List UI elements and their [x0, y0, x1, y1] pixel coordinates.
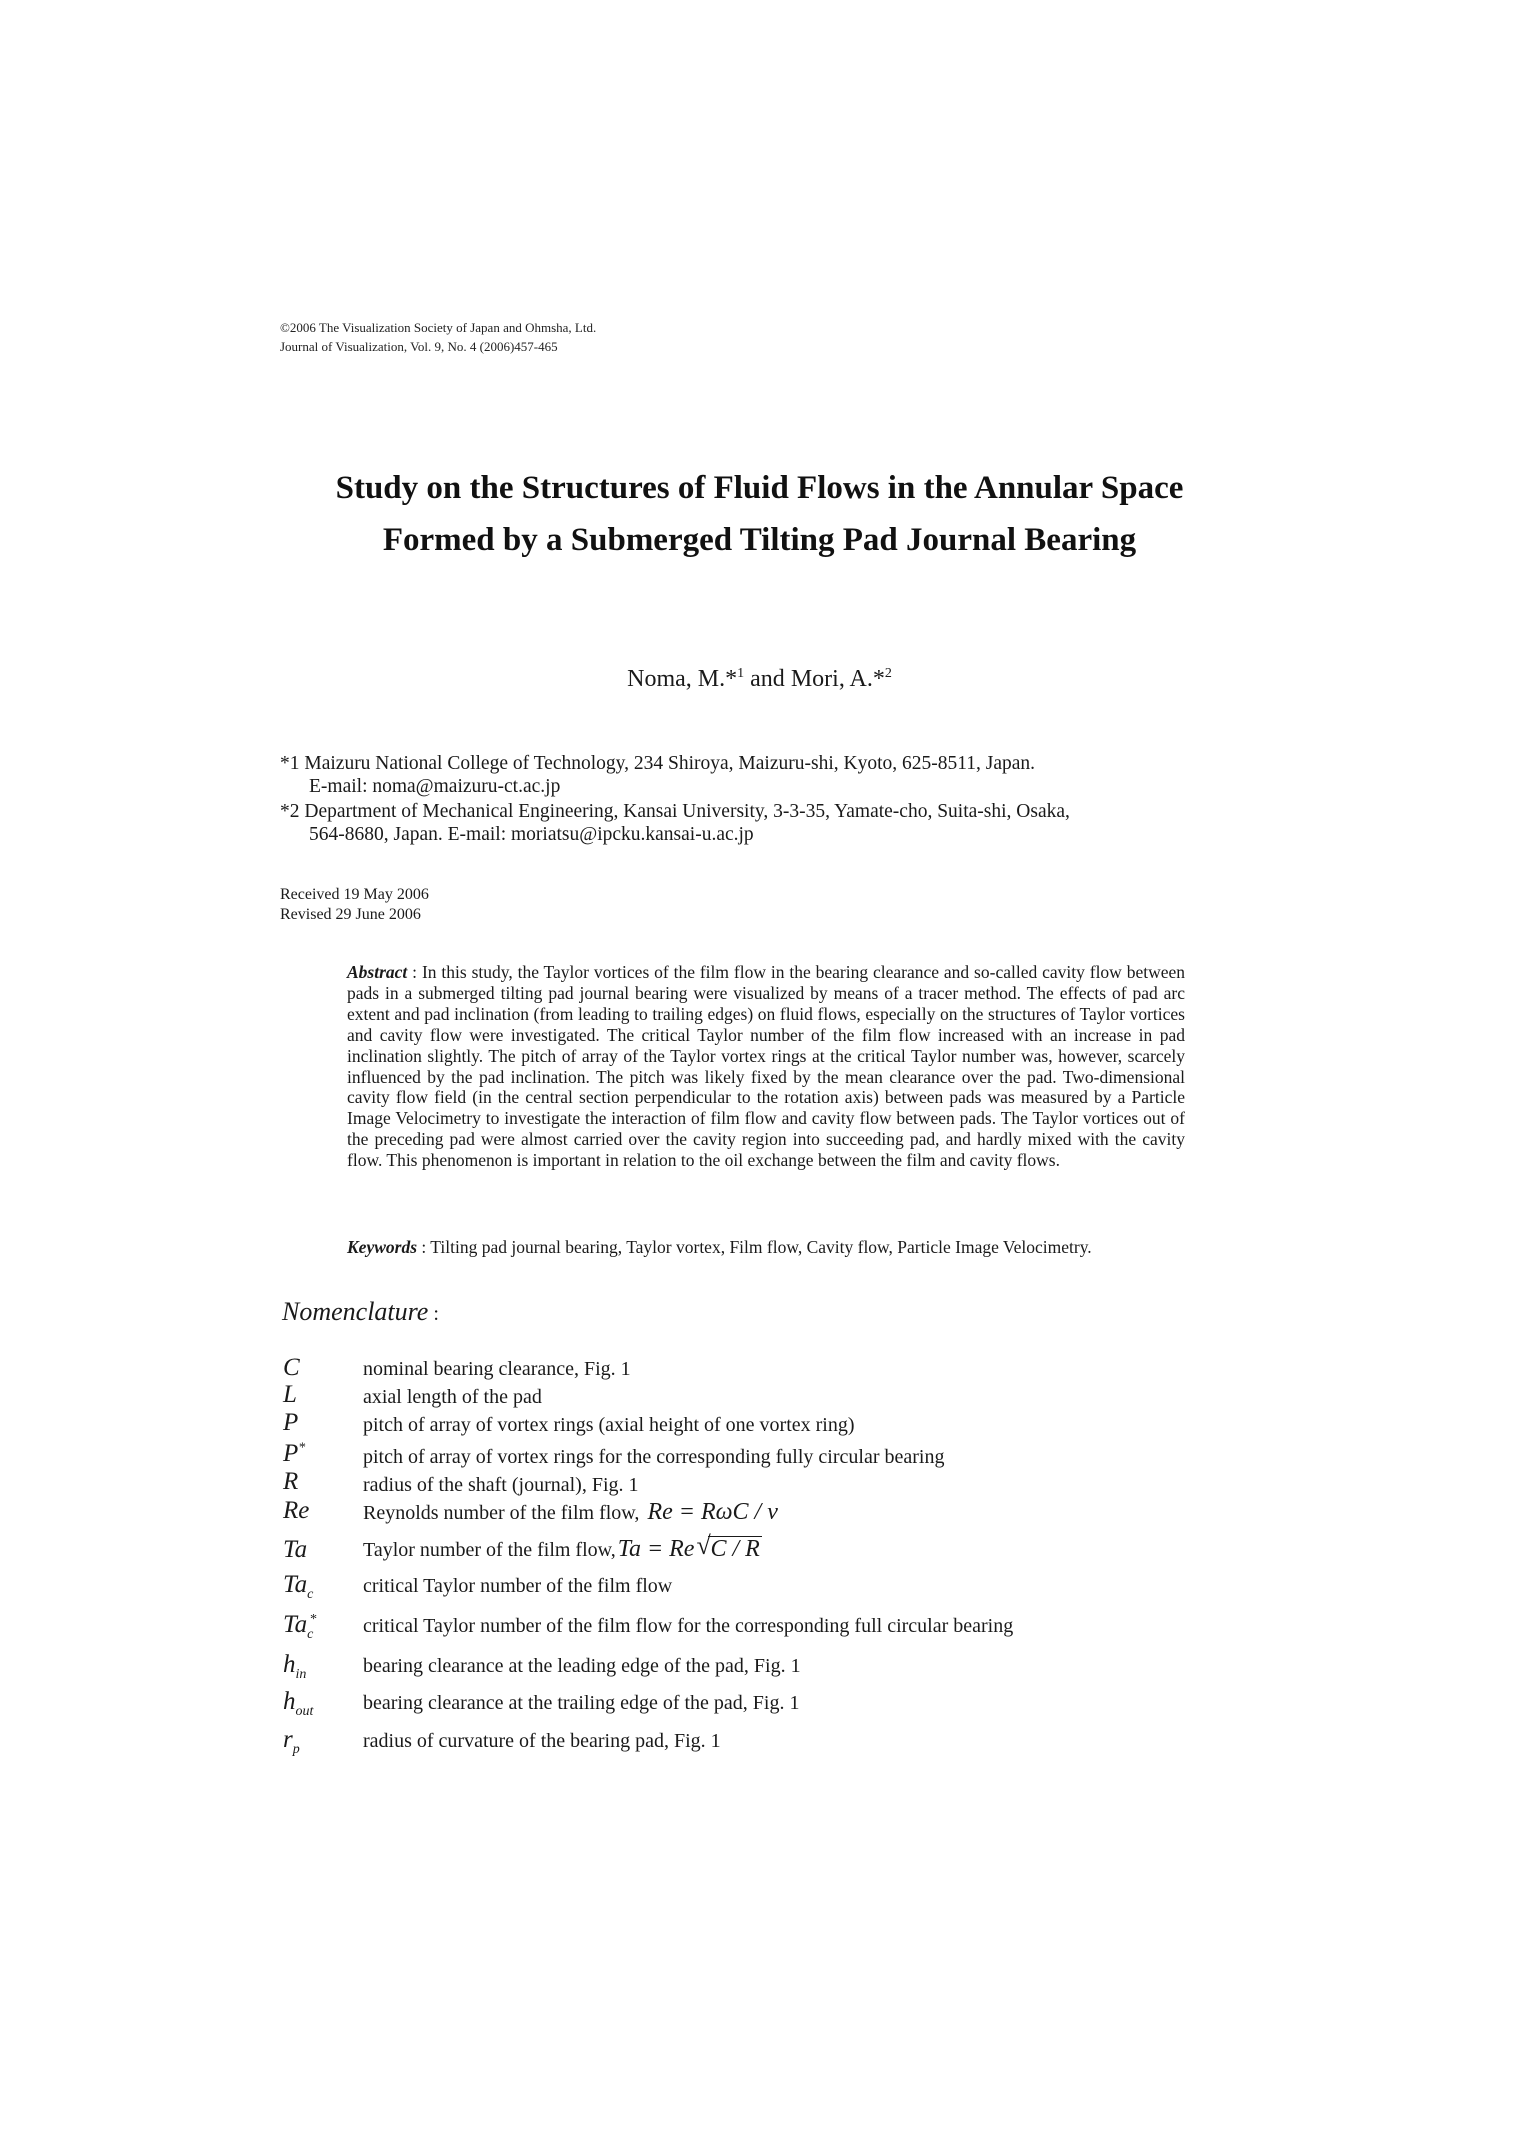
abstract	[347, 962, 1185, 1171]
nomenclature-symbol: $h_{out}$	[283, 1688, 314, 1719]
affiliation-1-address: *1 Maizuru National College of Technology, 234 Shiroya, Maizuru-shi, Kyoto, 625-8511, Japan.	[280, 753, 1036, 774]
nomenclature-symbol: C	[283, 1354, 300, 1381]
author-list	[0, 666, 1519, 693]
title-line-1: Study on the Structures of Fluid Flows in the Annular Space	[335, 470, 1184, 506]
keywords-separator: :	[417, 1237, 431, 1257]
revised-date: Revised 29 June 2006	[280, 906, 421, 923]
author-1: Noma, M.*	[627, 666, 738, 692]
affiliation-2-email: 564-8680, Japan. E-mail: moriatsu@ipcku.kansai-u.ac.jp	[309, 824, 754, 845]
nomenclature-description: axial length of the pad	[363, 1386, 542, 1408]
affiliation-2	[280, 800, 1220, 846]
nomenclature-symbol: $r_p$	[283, 1726, 300, 1757]
nomenclature-symbol: L	[283, 1381, 297, 1408]
keywords-text: Tilting pad journal bearing, Taylor vortex, Film flow, Cavity flow, Particle Image Velocimetry.	[430, 1237, 1092, 1257]
nomenclature-description: radius of the shaft (journal), Fig. 1	[363, 1474, 639, 1496]
nomenclature-description: Reynolds number of the film flow, Re = RωC / ν	[363, 1499, 778, 1525]
square-root: √ C / R	[696, 1531, 760, 1562]
title-line-2: Formed by a Submerged Tilting Pad Journal Bearing	[382, 522, 1137, 558]
nomenclature-symbol: R	[283, 1468, 299, 1495]
nomenclature-symbol: Re	[283, 1497, 310, 1524]
affiliation-1	[280, 752, 1220, 798]
abstract-separator: :	[407, 962, 422, 982]
nomenclature-description: pitch of array of vortex rings for the corresponding fully circular bearing	[363, 1446, 945, 1468]
journal-header	[280, 318, 596, 356]
abstract-text: In this study, the Taylor vortices of the film flow in the bearing clearance and so-called cavity flow between pads in a submerged tilting pad journal bearing were visualized by means of a tracer method. The effects of pad arc extent and pad inclination (from leading to trailing edges) on fluid flows, especially on the structures of Taylor vortices and cavity flow were investigated. The critical Taylor number of the film flow increased with an increase in pad inclination slightly. The pitch of array of the Taylor vortex rings at the critical Taylor number was, however, scarcely influenced by the pad inclination. The pitch was likely fixed by the mean clearance over the pad. Two-dimensional cavity flow field (in the central section perpendicular to the rotation axis) between pads was measured by a Particle Image Velocimetry to investigate the interaction of film flow and cavity flow between pads. The Taylor vortices out of the preceding pad were almost carried over the cavity region into succeeding pad, and hardly mixed with the cavity flow. This phenomenon is important in relation to the oil exchange between the film and cavity flows.	[347, 962, 1185, 1171]
radical-sign-icon: √	[696, 1531, 711, 1560]
author-2: Mori, A.*	[790, 666, 885, 692]
nomenclature-description: critical Taylor number of the film flow for the corresponding full circular bearing	[363, 1615, 1014, 1637]
nomenclature-description: pitch of array of vortex rings (axial height of one vortex ring)	[363, 1414, 855, 1436]
nomenclature-symbol: Ta	[283, 1536, 308, 1563]
nomenclature-symbol: P	[283, 1409, 299, 1436]
affiliation-2-address: *2 Department of Mechanical Engineering, Kansai University, 3-3-35, Yamate-cho, Suita-shi, Osaka,	[280, 801, 1070, 822]
citation-line: Journal of Visualization, Vol. 9, No. 4 (2006)457-465	[280, 339, 558, 354]
author-2-affiliation-mark: 2	[884, 666, 892, 681]
nomenclature-heading: Nomenclature :	[282, 1297, 439, 1326]
nomenclature-description: critical Taylor number of the film flow	[363, 1575, 673, 1597]
nomenclature-symbol: P*	[283, 1440, 306, 1467]
taylor-formula: Ta = Re √ C / R	[617, 1531, 760, 1562]
nomenclature-description: nominal bearing clearance, Fig. 1	[363, 1358, 631, 1380]
nomenclature-symbol: $h_{in}$	[283, 1651, 307, 1682]
keywords-label: Keywords	[347, 1237, 417, 1257]
affiliation-1-email: E-mail: noma@maizuru-ct.ac.jp	[309, 776, 561, 797]
abstract-label: Abstract	[347, 962, 408, 982]
nomenclature-description: radius of curvature of the bearing pad, Fig. 1	[363, 1730, 721, 1752]
paper-title	[0, 462, 1519, 566]
keywords	[347, 1237, 1185, 1258]
received-date: Received 19 May 2006	[280, 886, 429, 903]
nomenclature-description: bearing clearance at the trailing edge of the pad, Fig. 1	[363, 1692, 800, 1714]
nomenclature-symbol: $Ta_c$	[283, 1571, 314, 1602]
nomenclature-description: bearing clearance at the leading edge of the pad, Fig. 1	[363, 1655, 801, 1677]
author-joiner: and	[744, 666, 791, 692]
reynolds-formula: Re = RωC / ν	[647, 1499, 778, 1525]
nomenclature-description: Taylor number of the film flow,Ta = Re √ C / R	[363, 1531, 760, 1562]
author-1-affiliation-mark: 1	[737, 666, 745, 681]
nomenclature-symbol: $Ta_c^*$	[283, 1611, 317, 1642]
history-dates	[280, 885, 429, 925]
copyright-line: ©2006 The Visualization Society of Japan and Ohmsha, Ltd.	[280, 320, 597, 335]
